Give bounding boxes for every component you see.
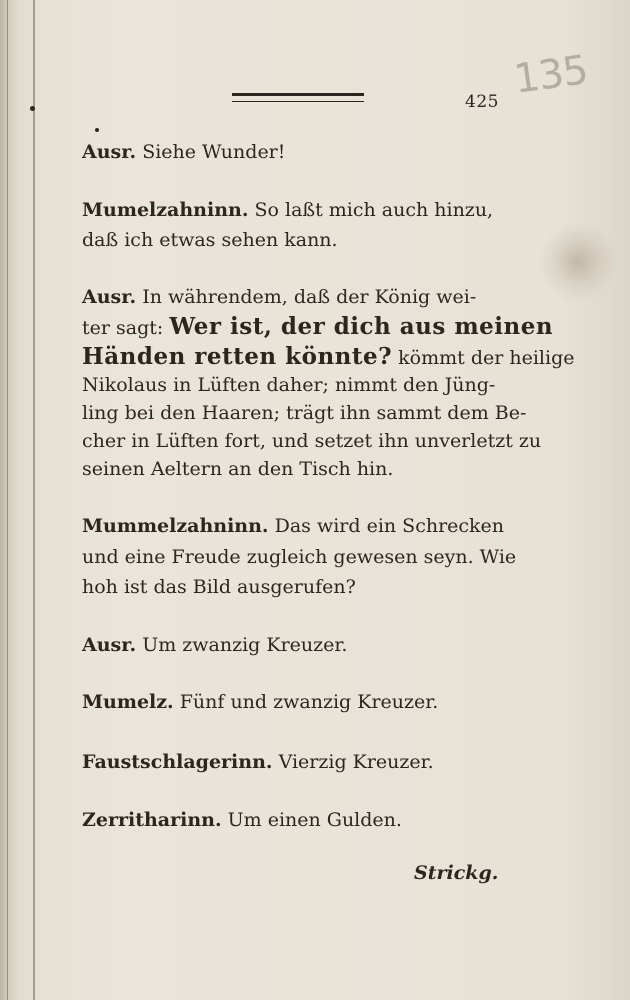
text-line: [82, 285, 476, 309]
speaker-name: Ausr.: [82, 634, 137, 656]
speech-text: und eine Freude zugleich gewesen seyn. Wie: [82, 546, 517, 568]
ink-speck: [30, 106, 35, 111]
page-gutter: [0, 0, 36, 1000]
text-line: [82, 401, 526, 425]
emphasized-text: Wer ist, der dich aus meinen: [169, 313, 554, 340]
text-line: [82, 633, 347, 657]
speech-text: Um zwanzig Kreuzer.: [142, 634, 348, 656]
speech-text: daß ich etwas sehen kann.: [82, 229, 338, 251]
speaker-name: Zerritharinn.: [82, 809, 222, 831]
speaker-name: Ausr.: [82, 286, 137, 308]
speech-text: seinen Aeltern an den Tisch hin.: [82, 458, 394, 480]
speech-text: ling bei den Haaren; trägt ihn sammt dem Be-: [82, 402, 527, 424]
speech-text: Siehe Wunder!: [142, 141, 286, 163]
binding-line: [33, 0, 35, 1000]
speech-text: hoh ist das Bild ausgerufen?: [82, 576, 356, 598]
speech-text: In währendem, daß der König wei-: [142, 286, 477, 308]
speech-text: kömmt der heilige: [398, 347, 575, 369]
page-edge-line: [7, 0, 8, 1000]
speech-text: Fünf und zwanzig Kreuzer.: [179, 691, 439, 713]
speech-text: ter sagt:: [82, 317, 164, 339]
text-line: [82, 140, 285, 164]
text-line: [82, 228, 338, 252]
text-line: [82, 808, 402, 832]
speaker-name: Mumelz.: [82, 691, 174, 713]
page-number: 425: [465, 92, 499, 112]
speech-text: Um einen Gulden.: [227, 809, 402, 831]
speaker-name: Mummelzahninn.: [82, 515, 269, 537]
text-line: [82, 315, 553, 340]
text-line: [82, 457, 393, 481]
speaker-name: Faustschlagerinn.: [82, 751, 273, 773]
speech-text: Vierzig Kreuzer.: [278, 751, 434, 773]
text-line: [82, 429, 541, 453]
pencil-annotation: 135: [511, 47, 591, 103]
text-line: [82, 345, 574, 370]
speech-text: cher in Lüften fort, und setzet ihn unverletzt zu: [82, 430, 542, 452]
catchword: Strickg.: [414, 862, 499, 884]
text-line: [82, 198, 493, 222]
header-rule: [232, 93, 364, 102]
speech-text: Das wird ein Schrecken: [274, 515, 505, 537]
text-line: [82, 514, 504, 538]
text-line: [82, 750, 434, 774]
ink-speck: [95, 128, 99, 132]
emphasized-text: Händen retten könnte?: [82, 343, 393, 370]
text-line: [82, 545, 516, 569]
text-line: [82, 373, 495, 397]
speech-text: So laßt mich auch hinzu,: [254, 199, 494, 221]
speaker-name: Ausr.: [82, 141, 137, 163]
speech-text: Nikolaus in Lüften daher; nimmt den Jüng-: [82, 374, 496, 396]
text-line: [82, 575, 356, 599]
speaker-name: Mumelzahninn.: [82, 199, 249, 221]
text-line: [82, 690, 438, 714]
